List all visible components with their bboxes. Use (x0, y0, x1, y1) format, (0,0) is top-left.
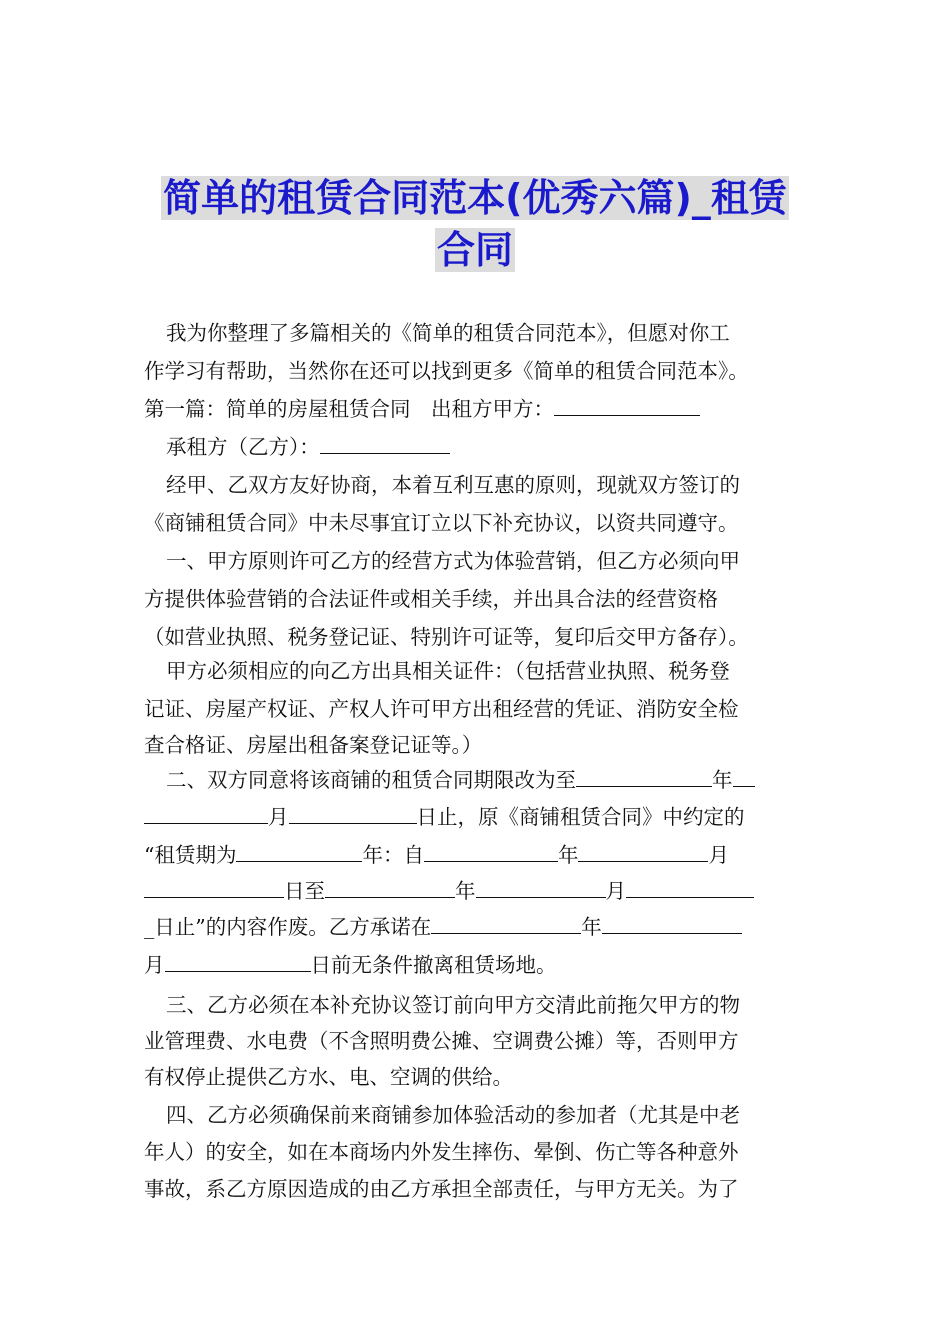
blank-field (165, 951, 311, 972)
body-line: 方提供体验营销的合法证件或相关手续，并出具合法的经营资格 (144, 587, 718, 611)
body-line: _日止”的内容作废。乙方承诺在 年 (144, 912, 742, 942)
body-line: 第一篇：简单的房屋租赁合同 出租方甲方： (144, 394, 700, 424)
blank-field (733, 766, 755, 787)
body-line: 三、乙方必须在本补充协议签订前向甲方交清此前拖欠甲方的物 (166, 993, 740, 1017)
body-line: 记证、房屋产权证、产权人许可甲方出租经营的凭证、消防安全检 (144, 697, 739, 721)
body-line: 有权停止提供乙方水、电、空调的供给。 (144, 1065, 513, 1089)
document-title-line-1: 简单的租赁合同范本(优秀六篇)_租赁 (163, 176, 787, 220)
blank-field (289, 803, 417, 824)
body-line: 一、甲方原则许可乙方的经营方式为体验营销，但乙方必须向甲 (166, 549, 740, 573)
body-line: 经甲、乙双方友好协商，本着互利互惠的原则，现就双方签订的 (166, 473, 740, 497)
body-line: 承租方（乙方）： (166, 432, 450, 462)
body-line: （如营业执照、税务登记证、特别许可证等，复印后交甲方备存）。 (144, 625, 749, 649)
blank-field (578, 841, 708, 862)
body-line: 甲方必须相应的向乙方出具相关证件：（包括营业执照、税务登 (166, 659, 730, 683)
blank-field (431, 913, 581, 934)
blank-field (320, 433, 450, 454)
blank-field (144, 877, 284, 898)
body-line: 月 日止，原《商铺租赁合同》中约定的 (144, 802, 745, 832)
blank-field (476, 877, 606, 898)
body-line: 二、双方同意将该商铺的租赁合同期限改为至 年 (166, 765, 755, 795)
blank-field (554, 395, 700, 416)
body-line: 业管理费、水电费（不含照明费公摊、空调费公摊）等，否则甲方 (144, 1029, 739, 1053)
blank-field (576, 766, 712, 787)
body-line: 日至 年 月 (144, 876, 754, 906)
blank-field (424, 841, 558, 862)
blank-field (602, 913, 742, 934)
body-line: 作学习有帮助，当然你在还可以找到更多《简单的租赁合同范本》。 (144, 359, 749, 383)
body-line: 月 日前无条件撤离租赁场地。 (144, 953, 557, 977)
blank-field (236, 841, 362, 862)
body-line: 查合格证、房屋出租备案登记证等。） (144, 733, 483, 757)
blank-field (626, 877, 754, 898)
body-line: 四、乙方必须确保前来商铺参加体验活动的参加者（尤其是中老 (166, 1103, 740, 1127)
blank-field (144, 803, 268, 824)
blank-field (325, 877, 455, 898)
body-line: 《商铺租赁合同》中未尽事宜订立以下补充协议，以资共同遵守。 (144, 511, 739, 535)
body-line: 事故，系乙方原因造成的由乙方承担全部责任，与甲方无关。为了 (144, 1177, 739, 1201)
document-title-line-2: 合同 (436, 228, 513, 272)
body-line: “租赁期为 年：自 年 月 (144, 843, 729, 867)
body-line: 我为你整理了多篇相关的《简单的租赁合同范本》，但愿对你工 (166, 321, 730, 345)
body-line: 年人）的安全，如在本商场内外发生摔伤、晕倒、伤亡等各种意外 (144, 1140, 739, 1164)
